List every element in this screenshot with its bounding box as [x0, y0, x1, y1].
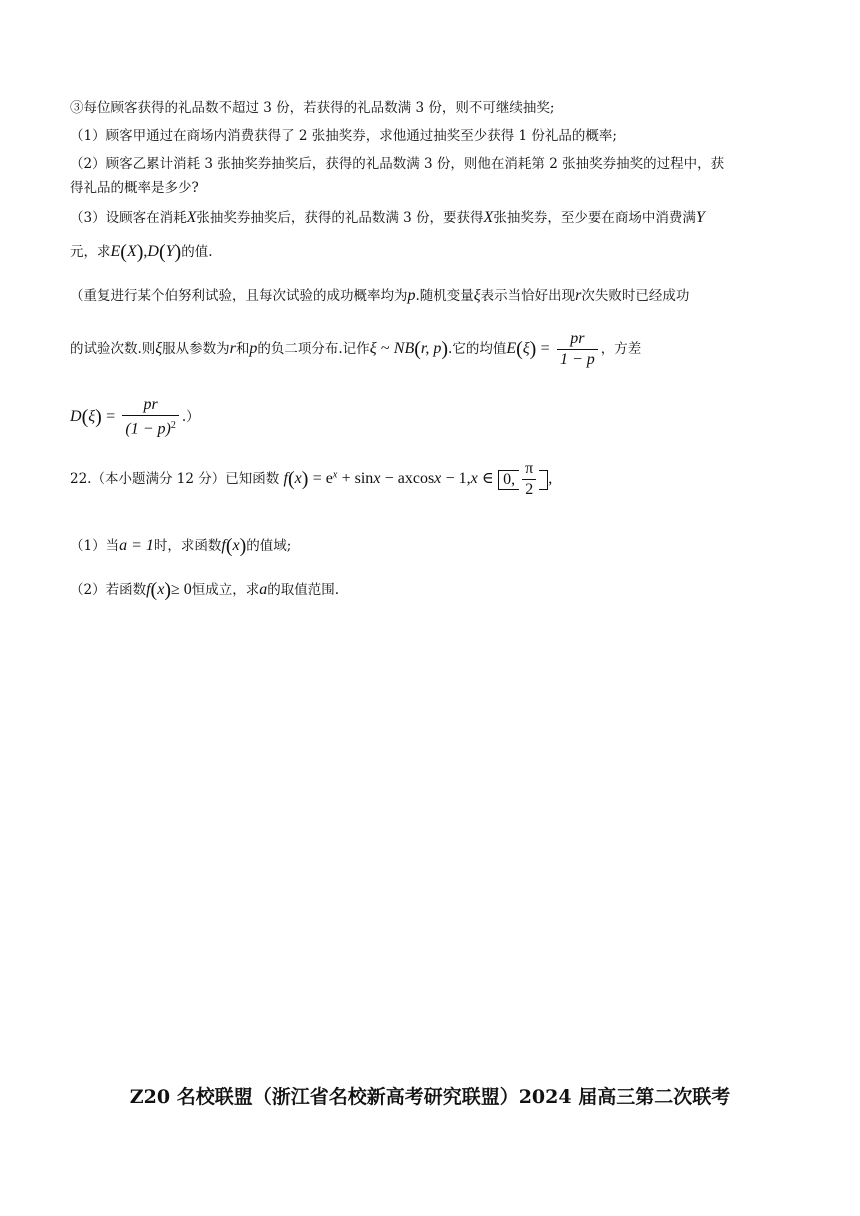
question-22-stem: 22.（本小题满分 12 分）已知函数 $f(x) = e^x + \sin x - axcosx - 1,x$ ∈ 0, $\frac{\pi}{2}$ ,	[70, 460, 553, 498]
question-21-part-2-line-2: 得礼品的概率是多少?	[70, 180, 199, 196]
interval-right-bracket	[539, 470, 548, 490]
rule-3-line: ③每位顾客获得的礼品数不超过 3 份，若获得的礼品数满 3 份，则不可继续抽奖;	[70, 100, 555, 116]
question-21-part-3-line-2: 元，求E(X),D(Y)的值.	[70, 241, 213, 263]
question-21-part-1: （1）顾客甲通过在商场内消费获得了 2 张抽奖券，求他通过抽奖至少获得 1 份礼品的概率;	[70, 128, 617, 144]
footer-title: Z20 名校联盟（浙江省名校新高考研究联盟）2024 届高三第二次联考	[129, 1086, 731, 1108]
variance-fraction: $\frac{pr}{(1 - p)^2}$	[122, 396, 178, 439]
question-22-part-2: （2）若函数f(x)≥ 0恒成立，求a的取值范围.	[70, 579, 340, 601]
note-line-2: 的试验次数.则ξ服从参数为r和p的负二项分布.记作ξ ~ NB(r, p).它的均值E(ξ) = $\frac{pr}{1 - p}$ ，方差	[70, 330, 642, 368]
note-line-3: D(ξ) = $\frac{pr}{(1 - p)^2}$ .）	[70, 396, 200, 438]
note-line-1: （重复进行某个伯努利试验，且每次试验的成功概率均为p.随机变量ξ表示当恰好出现r次失败时已经成功	[70, 287, 690, 304]
pi-over-2-fraction: $\frac{\pi}{2}$	[522, 460, 536, 499]
question-21-part-3-line-1: （3）设顾客在消耗X张抽奖券抽奖后，获得的礼品数满 3 份，要获得X张抽奖券，至少要在商场中消费满Y	[70, 209, 705, 226]
interval-left-bracket: 0,	[498, 470, 519, 490]
mean-fraction: $\frac{pr}{1 - p}$	[557, 330, 598, 369]
question-22-part-1: （1）当a = 1时，求函数f(x)的值域;	[70, 535, 292, 557]
question-21-part-2-line-1: （2）顾客乙累计消耗 3 张抽奖券抽奖后，获得的礼品数满 3 份，则他在消耗第 2 张抽奖券抽奖的过程中，获	[70, 156, 725, 172]
